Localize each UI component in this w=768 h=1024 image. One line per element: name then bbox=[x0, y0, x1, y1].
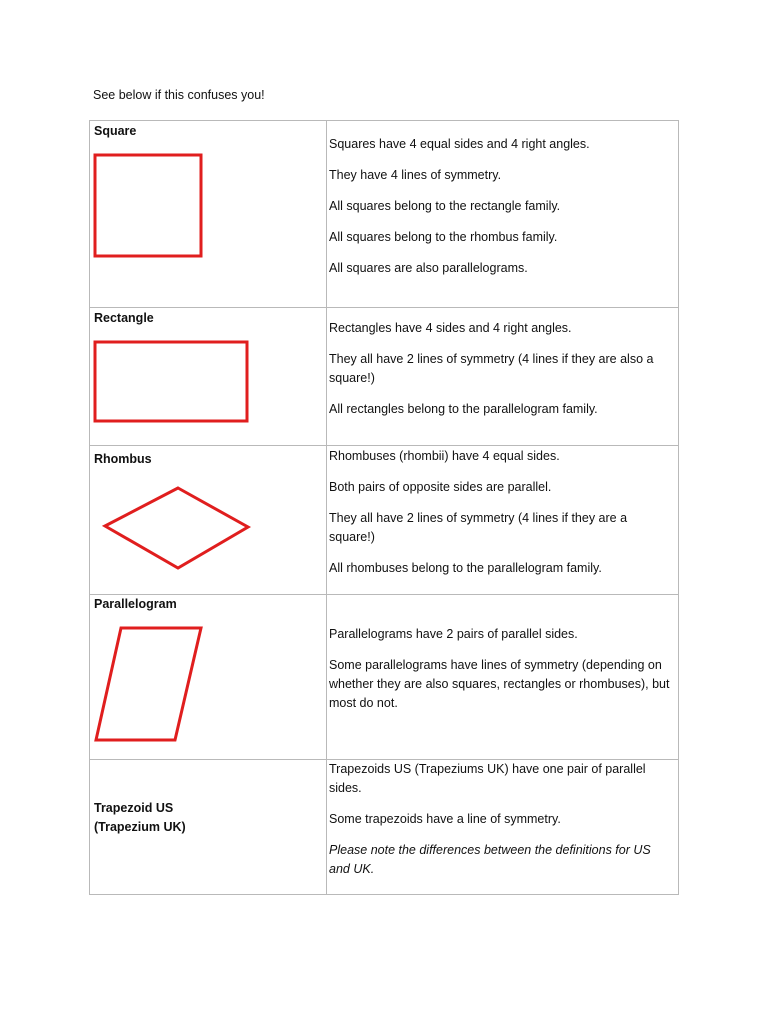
table-row-square bbox=[89, 120, 679, 308]
fact-text: They have 4 lines of symmetry. bbox=[329, 168, 502, 182]
shape-name: Parallelogram bbox=[94, 597, 177, 611]
facts-cell bbox=[329, 760, 674, 891]
fact-text: All rhombuses belong to the parallelogram family. bbox=[329, 561, 602, 575]
parallelogram-icon bbox=[90, 595, 327, 761]
shape-cell bbox=[90, 595, 327, 759]
facts-cell bbox=[329, 319, 674, 431]
shape-cell bbox=[90, 121, 327, 307]
table-row-rhombus bbox=[89, 445, 679, 595]
facts-cell bbox=[329, 625, 674, 725]
fact-text: Rectangles have 4 sides and 4 right angles. bbox=[329, 321, 572, 335]
rectangle-icon bbox=[90, 308, 327, 447]
table-row-parallelogram bbox=[89, 594, 679, 760]
fact-text: All squares belong to the rectangle family. bbox=[329, 199, 561, 213]
table-row-trapezoid bbox=[89, 759, 679, 895]
fact-text: Squares have 4 equal sides and 4 right angles. bbox=[329, 137, 590, 151]
fact-text: Trapezoids US (Trapeziums UK) have one pair of parallel sides. bbox=[329, 762, 646, 795]
table-row-rectangle bbox=[89, 307, 679, 446]
fact-text: Some parallelograms have lines of symmetry (depending on whether they are also squares, rectangles or rhombuses), but most do not. bbox=[329, 658, 670, 710]
square-icon bbox=[90, 121, 327, 309]
shape-cell bbox=[90, 446, 327, 594]
fact-text: They all have 2 lines of symmetry (4 lines if they are a square!) bbox=[329, 511, 628, 544]
shape-name: Square bbox=[94, 124, 137, 138]
fact-text: All squares belong to the rhombus family. bbox=[329, 230, 558, 244]
fact-text: All squares are also parallelograms. bbox=[329, 261, 528, 275]
rhombus-icon bbox=[90, 446, 327, 596]
fact-text: Rhombuses (rhombii) have 4 equal sides. bbox=[329, 449, 560, 463]
fact-text: Some trapezoids have a line of symmetry. bbox=[329, 812, 561, 826]
shape-name: Rhombus bbox=[94, 452, 152, 466]
shape-name: Rectangle bbox=[94, 311, 154, 325]
intro-text: See below if this confuses you! bbox=[93, 88, 265, 102]
note-text: Please note the differences between the definitions for US and UK. bbox=[329, 843, 651, 876]
facts-cell bbox=[329, 135, 674, 290]
shape-name-line2: (Trapezium UK) bbox=[94, 820, 186, 834]
fact-text: Parallelograms have 2 pairs of parallel sides. bbox=[329, 627, 578, 641]
fact-text: All rectangles belong to the parallelogram family. bbox=[329, 402, 598, 416]
shape-name bbox=[94, 799, 186, 837]
fact-text: Both pairs of opposite sides are parallel. bbox=[329, 480, 552, 494]
shape-cell bbox=[90, 759, 327, 894]
facts-cell bbox=[329, 447, 674, 590]
fact-text: They all have 2 lines of symmetry (4 lines if they are also a square!) bbox=[329, 352, 654, 385]
shape-name-line1: Trapezoid US bbox=[94, 801, 174, 815]
shape-cell bbox=[90, 308, 327, 445]
